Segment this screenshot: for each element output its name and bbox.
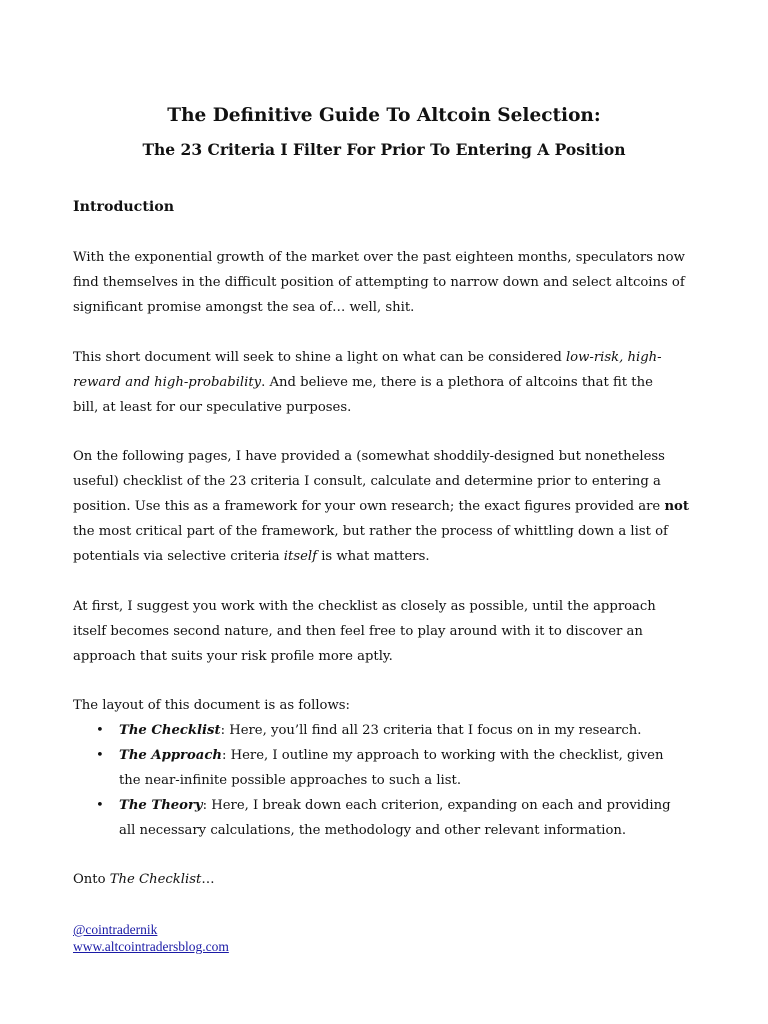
list-item-term: The Theory	[119, 798, 203, 813]
introduction-heading: Introduction	[73, 199, 175, 215]
paragraph-suggestion	[73, 594, 698, 669]
text-line	[73, 345, 698, 370]
list-item-text: : Here, I break down each criterion, expanding on each and providing	[202, 798, 671, 813]
strong-text: not	[664, 499, 689, 514]
text-run: . And believe me, there is a plethora of altcoins that fit the	[261, 375, 653, 390]
bullet-icon: •	[96, 748, 104, 763]
text-run: potentials via selective criteria	[73, 549, 284, 564]
text-line	[119, 793, 713, 818]
bullet-icon: •	[96, 798, 104, 813]
list-item-text: : Here, I outline my approach to working with the checklist, given	[221, 748, 664, 763]
text-line	[119, 743, 713, 768]
text-line: the most critical part of the framework, but rather the process of whittling down a list of	[73, 524, 668, 539]
bullet-icon: •	[96, 723, 104, 738]
twitter-handle-link[interactable]: @cointradernik	[73, 922, 158, 937]
emphasis-text: low-risk, high-	[565, 350, 662, 365]
list-item-text: : Here, you’ll find all 23 criteria that I focus on in my research.	[220, 723, 642, 738]
document-title: The Definitive Guide To Altcoin Selection:	[167, 105, 601, 126]
list-item	[73, 743, 713, 793]
paragraph-checklist-overview	[73, 444, 698, 569]
text-run: is what matters.	[317, 549, 430, 564]
list-item-term: The Checklist	[119, 723, 221, 738]
text-line: all necessary calculations, the methodology and other relevant information.	[119, 823, 627, 838]
text-run: …	[201, 872, 215, 887]
emphasis-text: reward and high-probability	[73, 375, 262, 390]
emphasis-text: The Checklist	[109, 872, 202, 887]
text-line	[73, 370, 698, 395]
text-line: useful) checklist of the 23 criteria I consult, calculate and determine prior to entering a	[73, 474, 661, 489]
text-line	[73, 544, 698, 569]
text-line: bill, at least for our speculative purposes.	[73, 400, 352, 415]
emphasis-text: itself	[283, 549, 317, 564]
blog-website-link[interactable]: www.altcointradersblog.com	[73, 939, 229, 954]
text-line	[73, 494, 698, 519]
text-run: Onto	[73, 872, 110, 887]
list-item-term: The Approach	[119, 748, 222, 763]
text-line: With the exponential growth of the market over the past eighteen months, speculators now	[73, 250, 685, 265]
text-line: itself becomes second nature, and then feel free to play around with it to discover an	[73, 624, 643, 639]
list-item	[73, 718, 713, 743]
text-run: This short document will seek to shine a light on what can be considered	[73, 350, 566, 365]
document-subtitle: The 23 Criteria I Filter For Prior To Entering A Position	[142, 140, 626, 159]
paragraph-layout-intro	[73, 693, 698, 718]
text-line: The layout of this document is as follows:	[73, 698, 350, 713]
text-line: significant promise amongst the sea of… well, shit.	[73, 300, 415, 315]
document-layout-list	[73, 718, 713, 843]
author-links	[73, 921, 229, 955]
text-line: the near-infinite possible approaches to such a list.	[119, 773, 462, 788]
paragraph-closing	[73, 867, 698, 892]
text-line: find themselves in the difficult position of attempting to narrow down and select altcoins of	[73, 275, 685, 290]
paragraph-document-purpose	[73, 345, 698, 420]
list-item	[73, 793, 713, 843]
text-line	[119, 718, 713, 743]
paragraph-market-growth	[73, 245, 698, 320]
text-run: position. Use this as a framework for your own research; the exact figures provided are	[73, 499, 665, 514]
text-line: On the following pages, I have provided a (somewhat shoddily-designed but nonetheless	[73, 449, 665, 464]
text-line	[73, 867, 698, 892]
text-line: At first, I suggest you work with the checklist as closely as possible, until the approach	[73, 599, 656, 614]
text-line: approach that suits your risk profile more aptly.	[73, 649, 393, 664]
